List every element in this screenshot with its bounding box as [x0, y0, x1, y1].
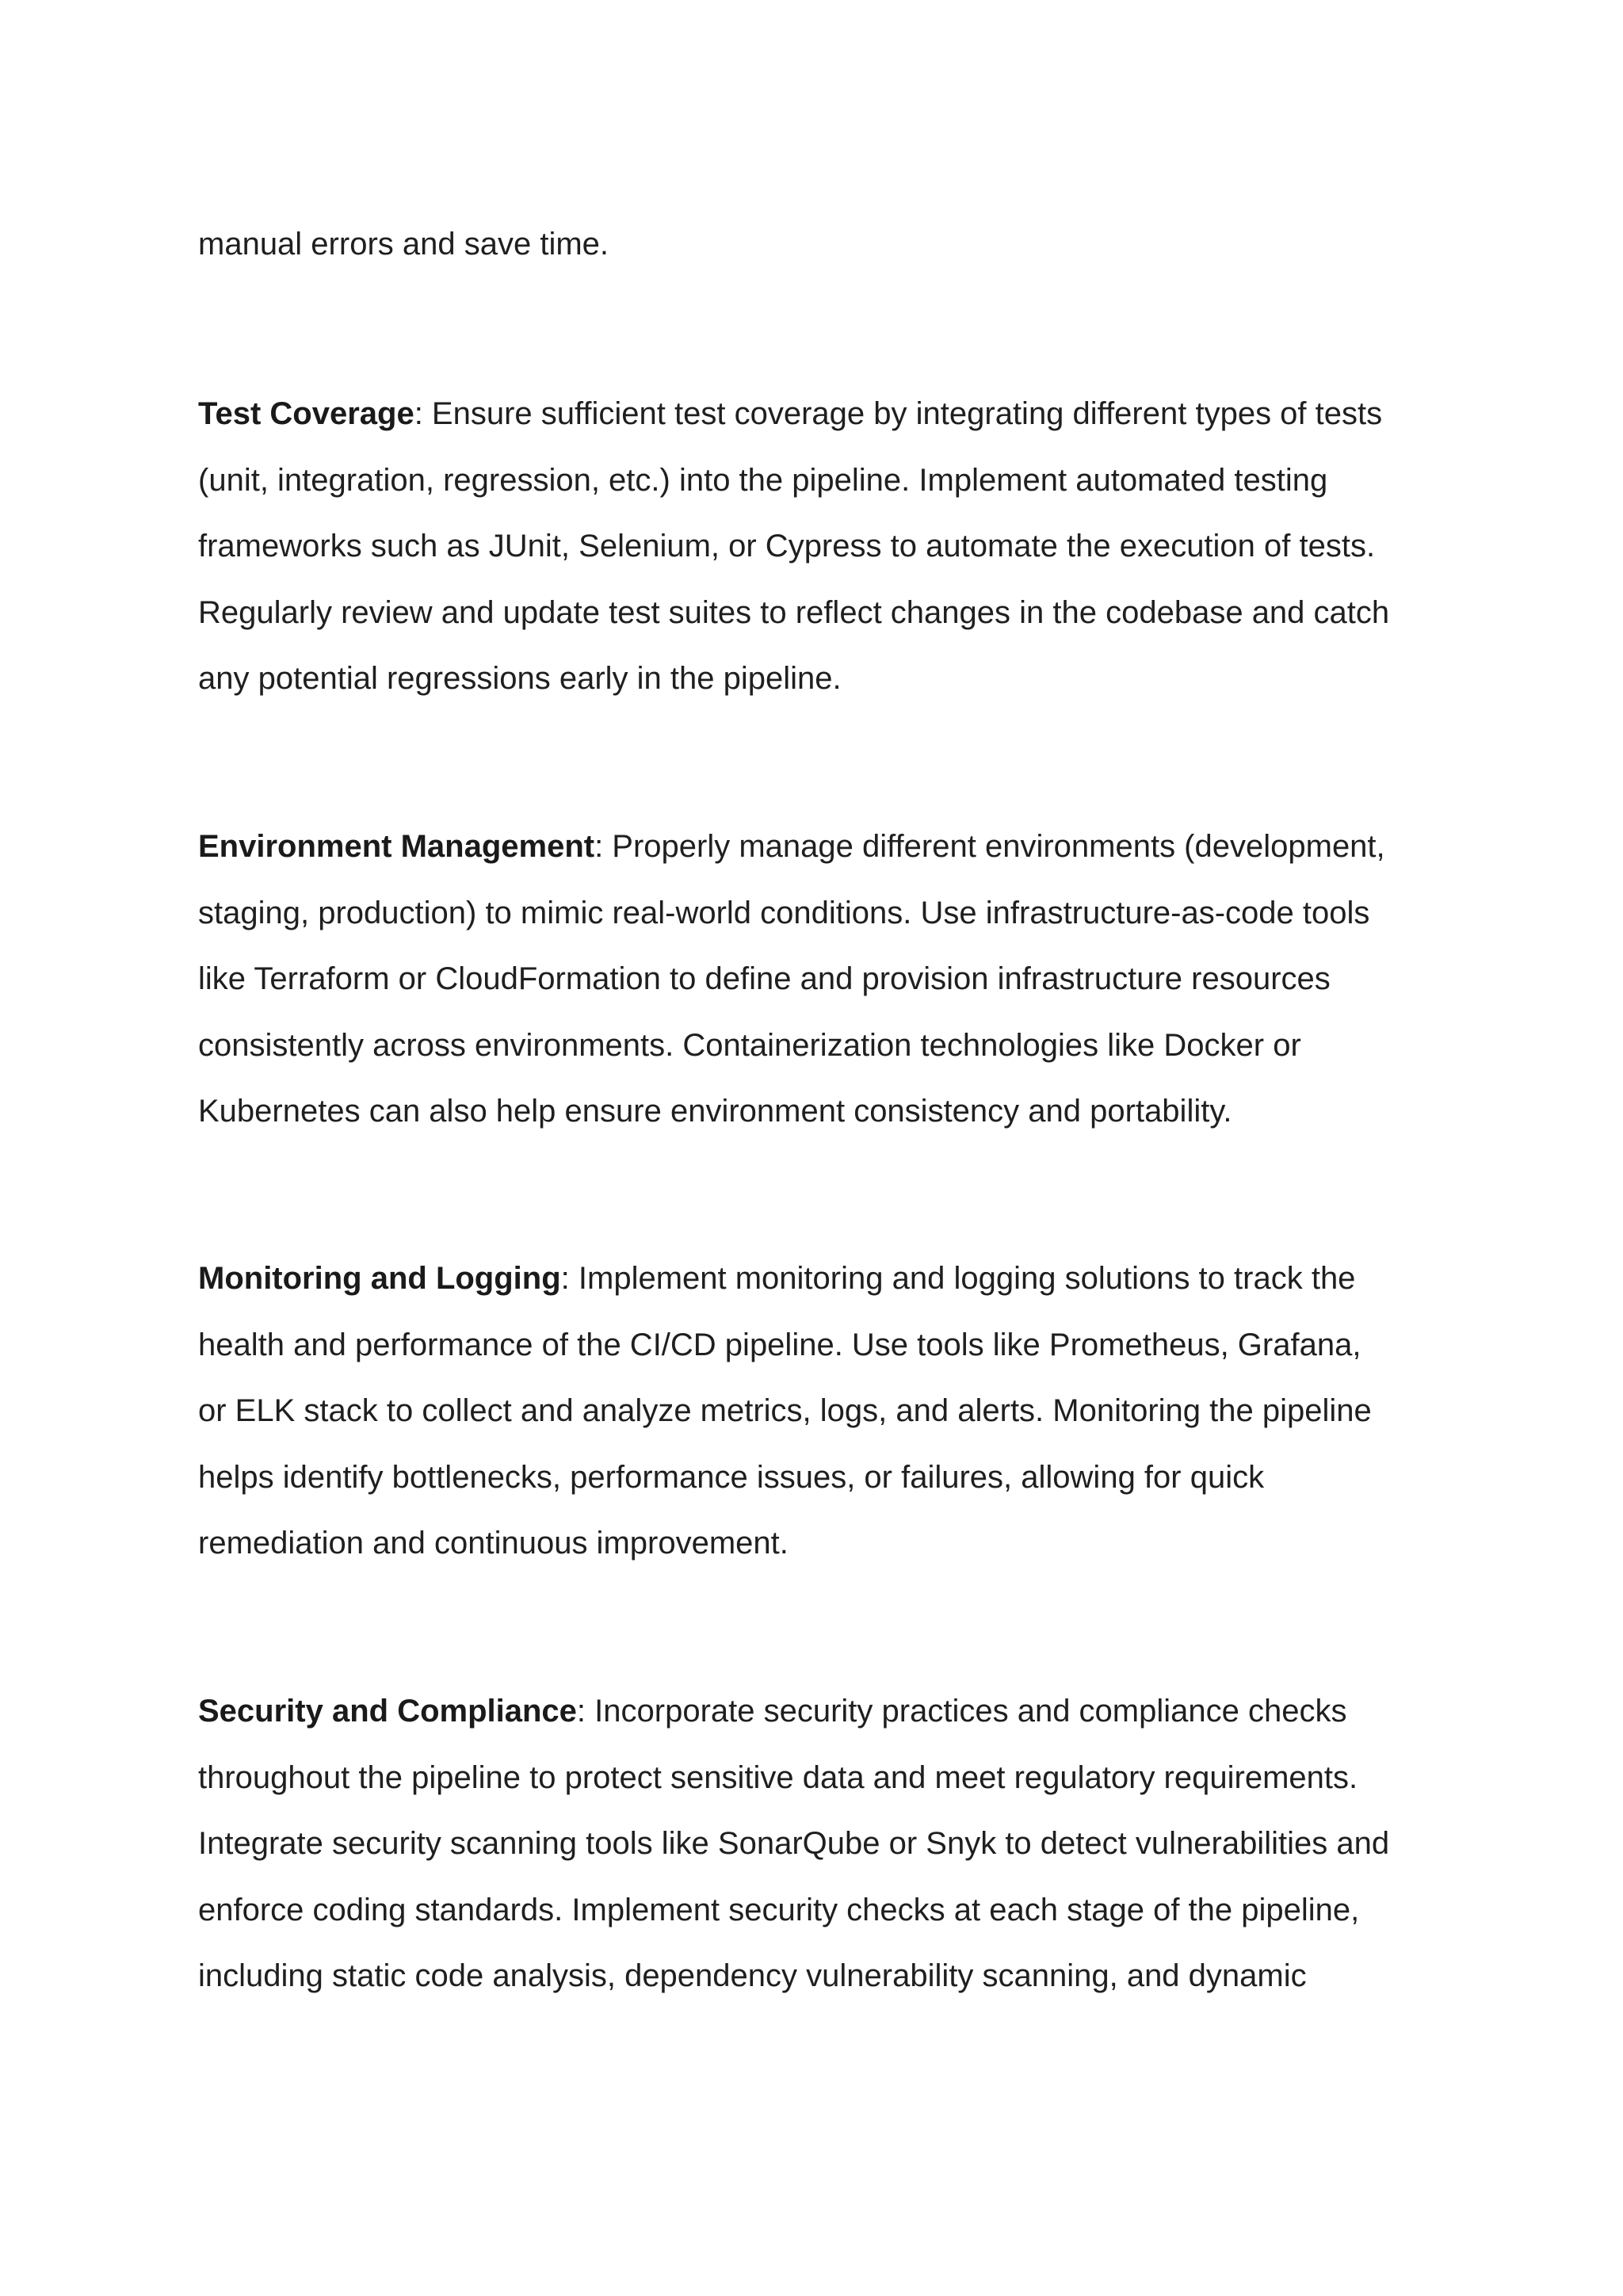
paragraph-line: health and performance of the CI/CD pipeline. Use tools like Prometheus, Grafana,	[198, 1327, 1361, 1362]
paragraph-line	[198, 381, 1442, 448]
paragraph-line: frameworks such as JUnit, Selenium, or Cypress to automate the execution of tests.	[198, 529, 1376, 563]
section-security-compliance	[198, 1679, 1442, 2010]
paragraph-line: including static code analysis, dependency vulnerability scanning, and dynamic	[198, 1958, 1307, 1993]
paragraph-line: consistently across environments. Containerization technologies like Docker or	[198, 1027, 1301, 1063]
paragraph-line: Kubernetes can also help ensure environment consistency and portability.	[198, 1094, 1232, 1129]
paragraph-line	[198, 814, 1442, 881]
paragraph-line: any potential regressions early in the pipeline.	[198, 661, 842, 696]
paragraph-line: (unit, integration, regression, etc.) into the pipeline. Implement automated testing	[198, 462, 1328, 498]
paragraph-line	[198, 1679, 1442, 1745]
section-test-coverage	[198, 381, 1442, 712]
intro-paragraph	[198, 212, 1442, 278]
paragraph-line: or ELK stack to collect and analyze metrics, logs, and alerts. Monitoring the pipeline	[198, 1393, 1372, 1428]
paragraph-line: manual errors and save time.	[198, 227, 609, 262]
paragraph-text: : Implement monitoring and logging solutions to track the	[560, 1261, 1356, 1296]
paragraph-line: throughout the pipeline to protect sensitive data and meet regulatory requirements.	[198, 1759, 1358, 1795]
paragraph-line: like Terraform or CloudFormation to define and provision infrastructure resources	[198, 961, 1331, 996]
paragraph-line: helps identify bottlenecks, performance issues, or failures, allowing for quick	[198, 1459, 1265, 1495]
section-heading: Environment Management	[198, 829, 595, 864]
paragraph-text: : Incorporate security practices and compliance checks	[576, 1694, 1347, 1729]
paragraph-line: Integrate security scanning tools like SonarQube or Snyk to detect vulnerabilities and	[198, 1826, 1390, 1861]
section-heading: Test Coverage	[198, 396, 414, 431]
paragraph-text: : Ensure sufficient test coverage by integrating different types of tests	[414, 396, 1383, 431]
paragraph-line: enforce coding standards. Implement security checks at each stage of the pipeline,	[198, 1892, 1360, 1927]
paragraph-line: Regularly review and update test suites to reflect changes in the codebase and catch	[198, 594, 1390, 630]
paragraph-line: remediation and continuous improvement.	[198, 1526, 789, 1561]
paragraph-line	[198, 1246, 1442, 1312]
section-environment-management	[198, 814, 1442, 1145]
section-heading: Monitoring and Logging	[198, 1261, 561, 1296]
section-monitoring-logging	[198, 1246, 1442, 1577]
paragraph-line: staging, production) to mimic real-world conditions. Use infrastructure-as-code tools	[198, 895, 1370, 930]
paragraph-text: : Properly manage different environments (development,	[594, 829, 1385, 864]
section-heading: Security and Compliance	[198, 1694, 577, 1729]
